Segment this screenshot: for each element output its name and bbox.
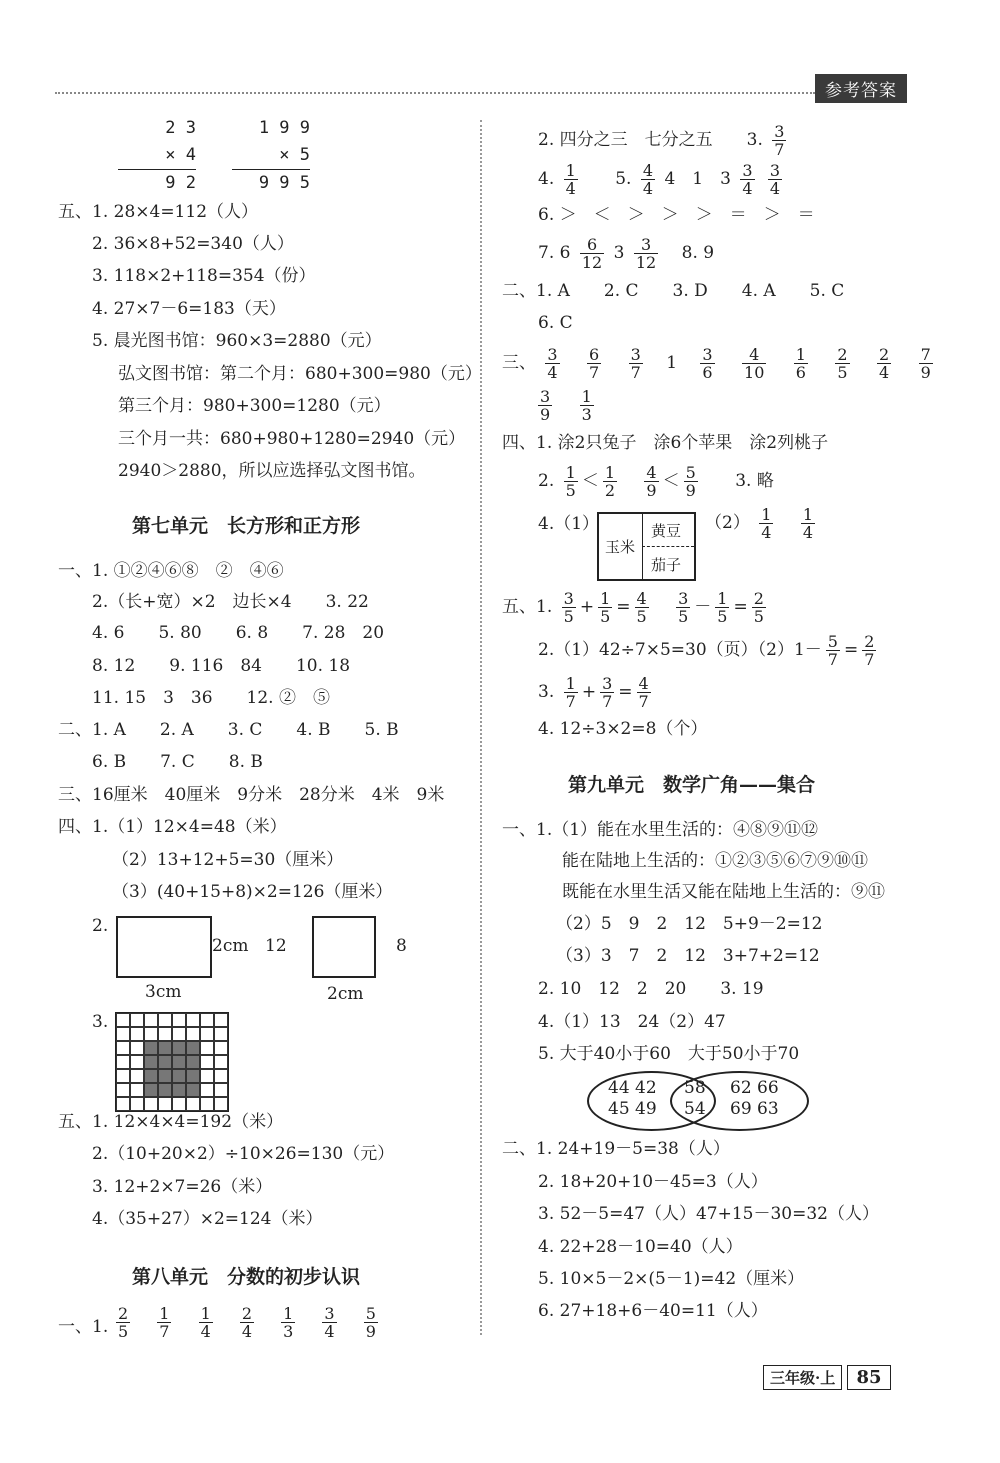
denominator: 6: [795, 363, 806, 382]
numerator: 5: [827, 632, 838, 651]
numerator: 6: [589, 345, 600, 364]
grid-cell: [158, 1083, 172, 1097]
fraction: [600, 675, 614, 710]
denominator: 4: [642, 179, 654, 198]
numerator: 3: [678, 589, 689, 608]
numerator: 5: [685, 463, 696, 482]
numerator: 1: [795, 345, 806, 364]
fraction: [877, 346, 891, 381]
answer-text: 2. 四分之三 七分之五 3.: [538, 130, 763, 150]
fraction: [634, 236, 658, 271]
grid-cell: [172, 1069, 186, 1083]
fraction: [641, 162, 655, 197]
grid-cell: [186, 1097, 200, 1111]
answer-line: 一、1. ①②④⑥⑧ ② ④⑥: [58, 561, 284, 581]
grid-cell: [130, 1055, 144, 1069]
answer-text: 7. 6: [538, 243, 571, 263]
answer-line: 三个月一共：680+980+1280=2940（元）: [118, 429, 466, 449]
grid-cell: [214, 1027, 228, 1041]
denominator: 4: [802, 523, 814, 542]
denominator: 4: [324, 1322, 335, 1341]
numerator: 4: [742, 346, 766, 364]
numerator: 3: [540, 387, 551, 406]
denominator: 5: [837, 363, 848, 382]
question-number: 3.: [92, 1012, 109, 1032]
numerator: 4: [636, 589, 647, 608]
grid-cell: [172, 1055, 186, 1069]
denominator: 4: [769, 179, 781, 198]
page-footer: [763, 1365, 891, 1390]
grid-cell: [144, 1013, 158, 1027]
numerator: 1: [159, 1304, 170, 1323]
unit7-title: 第七单元 长方形和正方形: [132, 515, 361, 537]
answer-line: 3. 12+2×7=26（米）: [92, 1177, 273, 1197]
answer-line: 第三个月：980+300=1280（元）: [118, 396, 391, 416]
vertical-calc-1: [118, 115, 196, 197]
grid-cell: [130, 1013, 144, 1027]
answer-line: 一、1.（1）能在水里生活的：④⑧⑨⑪⑫: [502, 820, 819, 840]
venn-number-row: 44 42: [608, 1078, 657, 1098]
question-number: 一、1.: [58, 1317, 109, 1337]
venn-number-row: 62 66: [730, 1078, 779, 1098]
grid-cell: [130, 1083, 144, 1097]
answer-line: 2940＞2880，所以应选择弘文图书馆。: [118, 461, 426, 481]
numerator: 1: [761, 505, 772, 524]
fraction: [564, 464, 578, 499]
calc-result: 9 2: [118, 169, 196, 197]
grid-cell: [158, 1041, 172, 1055]
venn-right-numbers: [730, 1078, 779, 1120]
grid-cell: [116, 1069, 130, 1083]
fraction: [794, 346, 808, 381]
answer-line: [538, 236, 714, 271]
fraction: [715, 590, 729, 625]
calc-result: 9 9 5: [232, 169, 310, 197]
numerator: 2: [118, 1304, 129, 1323]
answer-line: 三、16厘米 40厘米 9分米 28分米 4米 9米: [58, 785, 445, 805]
denominator: 7: [589, 363, 600, 382]
answer-text: 五、1.: [502, 597, 553, 617]
denominator: 7: [565, 692, 576, 711]
grid-cell: [172, 1013, 186, 1027]
grid-cell: [200, 1027, 214, 1041]
answer-line: 4. 6 5. 80 6. 8 7. 28 20: [92, 623, 385, 643]
denominator: 9: [540, 405, 551, 424]
answer-line: 4. 22+28－10=40（人）: [538, 1237, 743, 1257]
grid-cell: [144, 1027, 158, 1041]
denominator: 9: [646, 481, 657, 500]
question-number: 2.: [92, 916, 109, 936]
unit9-title: 第九单元 数学广角——集合: [568, 774, 816, 796]
fraction: [752, 590, 766, 625]
grid-cell: [186, 1083, 200, 1097]
denominator: 5: [717, 607, 728, 626]
grid-cell: [172, 1041, 186, 1055]
grid-cell: [116, 1083, 130, 1097]
fraction: [637, 675, 651, 710]
numerator: 2: [753, 589, 764, 608]
venn-number-row: 58: [684, 1078, 706, 1098]
grid-cell: [144, 1041, 158, 1055]
denominator: 7: [638, 692, 649, 711]
answer-line: 二、1. A 2. A 3. C 4. B 5. B: [58, 720, 399, 740]
answer-line: 6. C: [538, 313, 573, 333]
fraction: [580, 236, 604, 271]
denominator: 4: [565, 179, 576, 198]
fraction: [538, 388, 552, 423]
denominator: 7: [159, 1322, 170, 1341]
numerator: 4: [642, 161, 654, 180]
answer-line: 6. 27+18+6－40=11（人）: [538, 1301, 768, 1321]
fraction: [772, 123, 786, 158]
calc-operator: × 5: [279, 145, 310, 165]
fraction: [157, 1305, 171, 1340]
answer-line: [538, 162, 786, 197]
numerator: 1: [200, 1304, 211, 1323]
fraction: [240, 1305, 254, 1340]
grid-cell: [158, 1027, 172, 1041]
answer-line: （2）13+12+5=30（厘米）: [112, 850, 344, 870]
grid-cell: [158, 1069, 172, 1083]
denominator: 6: [702, 363, 713, 382]
numerator: 1: [802, 505, 814, 524]
grid-cell: [130, 1069, 144, 1083]
grid-cell: [214, 1013, 228, 1027]
answer-line: 五、1. 12×4×4=192（米）: [58, 1112, 284, 1132]
denominator: 4: [200, 1322, 211, 1341]
fraction: [364, 1305, 378, 1340]
answer-line: 4. 27×7－6=183（天）: [92, 299, 286, 319]
numerator: 3: [634, 236, 658, 254]
denominator: 7: [630, 363, 641, 382]
header-label: 参考答案: [815, 74, 907, 103]
soybean-label: 黄豆: [651, 522, 682, 540]
fraction: [644, 464, 658, 499]
grid-cell: [130, 1041, 144, 1055]
rectangle-figure: [116, 916, 212, 978]
header-rule: [55, 92, 815, 94]
numerator: 6: [580, 236, 604, 254]
answer-line: 4.（35+27）×2=124（米）: [92, 1209, 323, 1229]
fraction: [564, 675, 578, 710]
answer-line: 6. ＞ ＜ ＞ ＞ ＞ ＝ ＞ ＝: [538, 205, 815, 225]
answer-line: （2）5 9 2 12 5+9－2=12: [556, 914, 823, 934]
venn-number-row: 54: [684, 1099, 706, 1119]
square-figure: [312, 916, 376, 978]
grid-cell: [116, 1055, 130, 1069]
fraction: [562, 590, 576, 625]
grid-figure: [115, 1012, 229, 1112]
denominator: 7: [774, 140, 785, 159]
answer-line: 弘文图书馆：第二个月：680+300=980（元）: [118, 364, 482, 384]
answer-line: 8. 12 9. 116 84 10. 18: [92, 656, 351, 676]
numerator: 1: [565, 463, 576, 482]
grid-cell: [200, 1069, 214, 1083]
venn-number-row: 45 49: [608, 1099, 657, 1119]
denominator: 7: [864, 650, 875, 669]
grid-cell: [172, 1083, 186, 1097]
grid-cell: [116, 1027, 130, 1041]
grid-cell: [158, 1013, 172, 1027]
answer-line: 4.（1）13 24（2）47: [538, 1012, 726, 1032]
denominator: 9: [685, 481, 696, 500]
rect-height-label: 2cm: [212, 936, 249, 956]
fraction: [801, 506, 815, 541]
numerator: 3: [630, 345, 641, 364]
denominator: 7: [602, 692, 613, 711]
calc-operand: 2 3: [165, 118, 196, 138]
grid-cell: [130, 1027, 144, 1041]
venn-number-row: 69 63: [730, 1099, 779, 1119]
field-diagram: [597, 512, 696, 581]
vertical-calc-2: [232, 115, 310, 197]
numerator: 4: [646, 463, 657, 482]
answer-line: 既能在水里生活又能在陆地上生活的：⑨⑪: [562, 882, 885, 902]
answer-text: 3.: [538, 682, 555, 702]
fraction: [598, 590, 612, 625]
numerator: 1: [717, 589, 728, 608]
fraction: [603, 464, 617, 499]
answer-text: 三、: [502, 353, 536, 373]
denominator: 2: [604, 481, 616, 500]
fraction: [742, 346, 766, 381]
fraction: [684, 464, 698, 499]
grid-cell: [158, 1055, 172, 1069]
answer-text: 2.: [538, 471, 555, 491]
denominator: 3: [581, 405, 592, 424]
answer-line: 五、1. 28×4=112（人）: [58, 202, 259, 222]
numerator: 7: [920, 345, 931, 364]
answer-line: 6. B 7. C 8. B: [92, 752, 263, 772]
fraction: [564, 162, 578, 197]
numerator: 3: [324, 1304, 335, 1323]
answer-line: 3. 52－5=47（人）47+15－30=32（人）: [538, 1204, 879, 1224]
numerator: 1: [581, 387, 592, 406]
denominator: 5: [563, 607, 574, 626]
grid-cell: [200, 1055, 214, 1069]
grid-cell: [186, 1055, 200, 1069]
numerator: 2: [878, 345, 890, 364]
denominator: 10: [744, 363, 765, 382]
fraction: [587, 346, 601, 381]
fraction: [635, 590, 649, 625]
denominator: 5: [678, 607, 689, 626]
fraction-row: [112, 1305, 382, 1340]
grid-cell: [214, 1083, 228, 1097]
rect-width-label: 3cm: [145, 982, 182, 1002]
numerator: 3: [702, 345, 713, 364]
answer-line: 4. 12÷3×2=8（个）: [538, 719, 708, 739]
grid-cell: [172, 1097, 186, 1111]
fraction: [740, 162, 754, 197]
grid-cell: [144, 1083, 158, 1097]
answer-line: 能在陆地上生活的：①②③⑤⑥⑦⑨⑩⑪: [562, 851, 868, 871]
eggplant-label: 茄子: [651, 556, 682, 574]
grid-cell: [116, 1013, 130, 1027]
numerator: 1: [604, 463, 616, 482]
numerator: 3: [742, 161, 753, 180]
corn-label: 玉米: [605, 538, 636, 556]
dashed-divider: [642, 546, 694, 547]
denominator: 4: [742, 179, 753, 198]
answer-line: [502, 346, 937, 381]
answer-text: 3: [613, 243, 625, 263]
answer-line: 2.（10+20×2）÷10×26=130（元）: [92, 1144, 395, 1164]
denominator: 4: [878, 363, 890, 382]
grid-cell: [200, 1041, 214, 1055]
venn-left-numbers: [608, 1078, 657, 1120]
fraction: [322, 1305, 336, 1340]
numerator: 1: [283, 1304, 294, 1323]
denominator: 5: [753, 607, 764, 626]
answer-line: （3）(40+15+8)×2=126（厘米）: [112, 882, 393, 902]
answer-text: （2）: [705, 513, 750, 533]
denominator: 12: [581, 253, 603, 272]
answer-line: [705, 506, 819, 541]
fraction: [199, 1305, 213, 1340]
grid-cell: [186, 1013, 200, 1027]
fraction: [835, 346, 849, 381]
grid-cell: [214, 1041, 228, 1055]
numerator: 4: [638, 674, 649, 693]
grid-cell: [214, 1097, 228, 1111]
grid-cell: [214, 1055, 228, 1069]
answer-line: 2.（长+宽）×2 边长×4 3. 22: [92, 592, 369, 612]
denominator: 7: [827, 650, 838, 669]
answer-line: 5. 晨光图书馆：960×3=2880（元）: [92, 331, 382, 351]
numerator: 3: [774, 122, 785, 141]
denominator: 4: [547, 363, 558, 382]
fraction: [919, 346, 933, 381]
numerator: 3: [602, 674, 613, 693]
grid-cell: [186, 1027, 200, 1041]
grid-cell: [172, 1027, 186, 1041]
grid-cell: [158, 1097, 172, 1111]
fraction: [116, 1305, 130, 1340]
answer-line: 二、1. A 2. C 3. D 4. A 5. C: [502, 281, 845, 301]
venn-middle-numbers: [684, 1078, 706, 1120]
denominator: 5: [600, 607, 611, 626]
fraction: [629, 346, 643, 381]
fraction: [862, 633, 876, 668]
denominator: 3: [283, 1322, 294, 1341]
numerator: 2: [241, 1304, 253, 1323]
answer-text: 8. 9: [681, 243, 715, 263]
answer-line: 2.（1）42÷7×5=30（页）（2）1－ $\frac{5}{7}$ = $\frac{2}{7}$: [538, 632, 875, 669]
answer-line: 四、1. 涂2只兔子 涂6个苹果 涂2列桃子: [502, 433, 829, 453]
answer-text: 1: [666, 353, 678, 373]
fraction: [580, 388, 594, 423]
rect-perimeter-label: 12: [265, 936, 287, 956]
denominator: 5: [118, 1322, 129, 1341]
numerator: 2: [864, 632, 875, 651]
square-side-label: 2cm: [327, 984, 364, 1004]
answer-line: 3. $\frac{1}{7}$ + $\frac{3}{7}$ = $\frac{4}{7}$: [538, 674, 649, 711]
fraction: [768, 162, 782, 197]
denominator: 4: [241, 1322, 253, 1341]
denominator: 12: [635, 253, 657, 272]
fraction: [545, 346, 559, 381]
grid-cell: [186, 1069, 200, 1083]
numerator: 1: [565, 674, 576, 693]
fraction: [759, 506, 773, 541]
answer-line: [534, 388, 598, 423]
answer-line: 5. 10×5－2×(5－1)=42（厘米）: [538, 1269, 805, 1289]
answer-text: 5.: [615, 169, 632, 189]
answer-line: 五、1. $\frac{3}{5}$ + $\frac{1}{5}$ = $\frac{4}{5}$ $\frac{3}{5}$ － $\frac{1}{5}$ = $\frac{2}{5}$: [502, 589, 764, 626]
answer-text: 2.（1）42÷7×5=30（页）（2）1－: [538, 640, 822, 660]
denominator: 9: [920, 363, 931, 382]
fraction: [676, 590, 690, 625]
grid-cell: [200, 1083, 214, 1097]
numerator: 3: [547, 345, 558, 364]
answer-line: 2. 18+20+10－45=3（人）: [538, 1172, 768, 1192]
grid-cell: [200, 1097, 214, 1111]
denominator: 9: [365, 1322, 376, 1341]
answer-line: 2. $\frac{1}{5}$ ＜ $\frac{1}{2}$ $\frac{4}{9}$ ＜ $\frac{5}{9}$ 3. 略: [538, 463, 774, 500]
answer-text: 4.: [538, 169, 555, 189]
numerator: 5: [365, 1304, 376, 1323]
fraction: [700, 346, 714, 381]
denominator: 5: [636, 607, 647, 626]
grade-label: 三年级·上: [763, 1365, 842, 1390]
grid-cell: [200, 1013, 214, 1027]
numerator: 1: [600, 589, 611, 608]
answer-line: 11. 15 3 36 12. ② ⑤: [92, 688, 330, 708]
answer-line: 5. 大于40小于60 大于50小于70: [538, 1044, 800, 1064]
square-perimeter-label: 8: [396, 936, 407, 956]
grid-cell: [116, 1041, 130, 1055]
numerator: 3: [563, 589, 574, 608]
denominator: 4: [761, 523, 772, 542]
answer-line: 四、1.（1）12×4=48（米）: [58, 817, 287, 837]
column-divider: [480, 120, 482, 1335]
calc-operator: × 4: [165, 145, 196, 165]
grid-cell: [144, 1055, 158, 1069]
numerator: 2: [837, 345, 848, 364]
fraction: [281, 1305, 295, 1340]
numerator: 1: [565, 161, 576, 180]
fraction: [826, 633, 840, 668]
grid-cell: [144, 1097, 158, 1111]
answer-line: 2. 10 12 2 20 3. 19: [538, 979, 764, 999]
denominator: 5: [565, 481, 576, 500]
numerator: 3: [769, 161, 781, 180]
grid-cell: [144, 1069, 158, 1083]
answer-line: 3. 118×2+118=354（份）: [92, 266, 316, 286]
grid-cell: [186, 1041, 200, 1055]
calc-operand: 1 9 9: [258, 118, 310, 138]
answer-text: 4 1 3: [664, 169, 731, 189]
answer-line: （3）3 7 2 12 3+7+2=12: [556, 946, 820, 966]
page-number: 85: [847, 1365, 890, 1390]
answer-line: 2. 36×8+52=340（人）: [92, 234, 294, 254]
grid-cell: [130, 1097, 144, 1111]
unit8-title: 第八单元 分数的初步认识: [132, 1266, 361, 1288]
question-number: 4.（1）: [538, 514, 600, 534]
answer-text: 3. 略: [735, 471, 774, 491]
grid-cell: [116, 1097, 130, 1111]
answer-line: 二、1. 24+19－5=38（人）: [502, 1139, 730, 1159]
answer-line: [538, 123, 790, 158]
grid-cell: [214, 1069, 228, 1083]
